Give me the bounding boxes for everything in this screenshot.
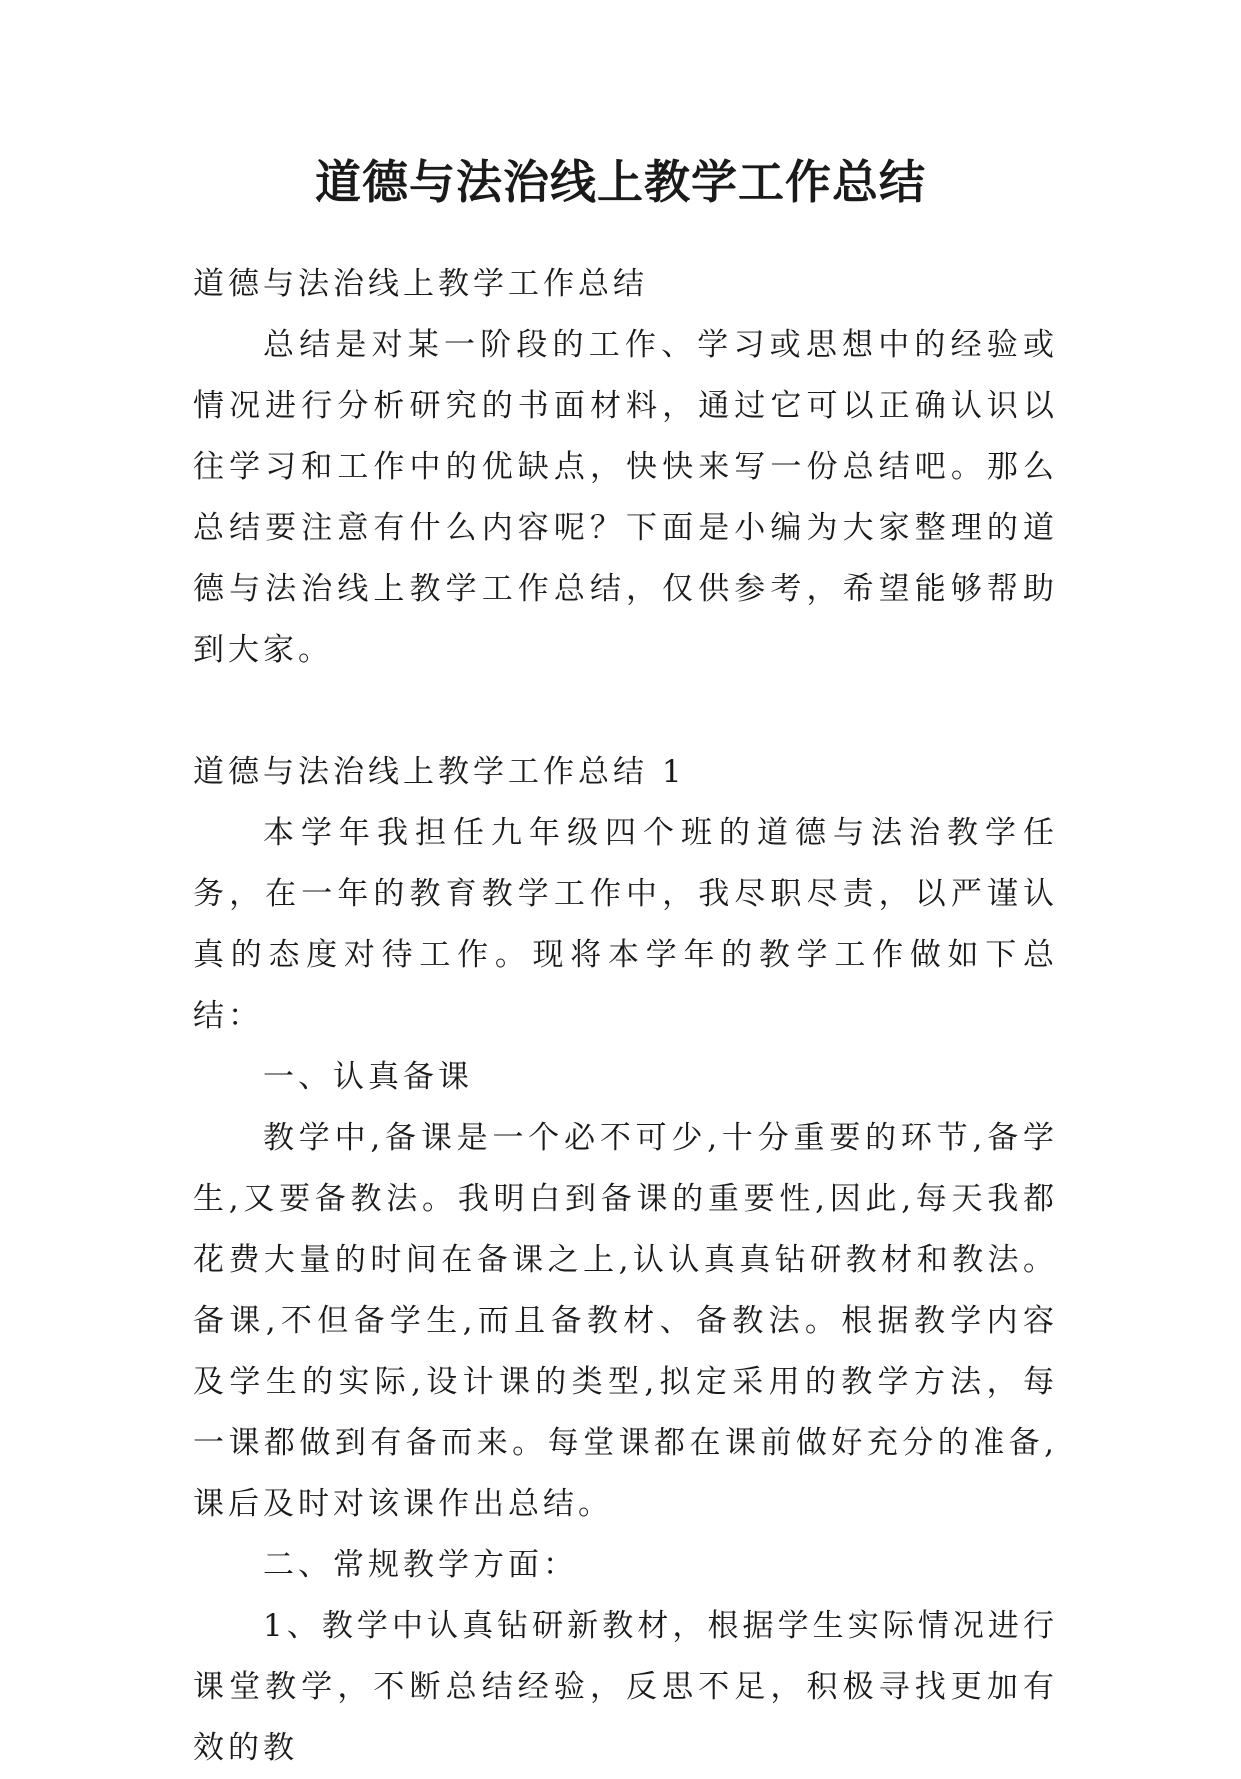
document-body (193, 254, 1058, 1779)
section-heading: 道德与法治线上教学工作总结 1 (193, 754, 686, 790)
section-paragraph: 本学年我担任九年级四个班的道德与法治教学任务，在一年的教育教学工作中，我尽职尽责，以严谨认真的态度对待工作。现将本学年的教学工作做如下总结： (193, 815, 1058, 1034)
point-heading: 一、认真备课 (263, 1059, 473, 1095)
paragraph-gap (193, 681, 1058, 742)
document-title: 道德与法治线上教学工作总结 (315, 155, 926, 209)
point-heading: 二、常规教学方面： (263, 1547, 578, 1583)
intro-paragraph: 总结是对某一阶段的工作、学习或思想中的经验或情况进行分析研究的书面材料，通过它可以正确认识以往学习和工作中的优缺点，快快来写一份总结吧。那么总结要注意有什么内容呢？下面是小编为大家整理的道德与法治线上教学工作总结，仅供参考，希望能够帮助到大家。 (193, 327, 1058, 668)
point-paragraph: 教学中,备课是一个必不可少,十分重要的环节,备学生,又要备教法。我明白到备课的重要性,因此,每天我都花费大量的时间在备课之上,认认真真钻研教材和教法。备课,不但备学生,而且备教材、备教法。根据教学内容及学生的实际,设计课的类型,拟定采用的教学方法，每一课都做到有备而来。每堂课都在课前做好充分的准备,课后及时对该课作出总结。 (193, 1120, 1058, 1522)
document-subtitle: 道德与法治线上教学工作总结 (193, 266, 648, 302)
point-paragraph: 1、教学中认真钻研新教材，根据学生实际情况进行课堂教学，不断总结经验，反思不足，积极寻找更加有效的教 (193, 1608, 1058, 1766)
